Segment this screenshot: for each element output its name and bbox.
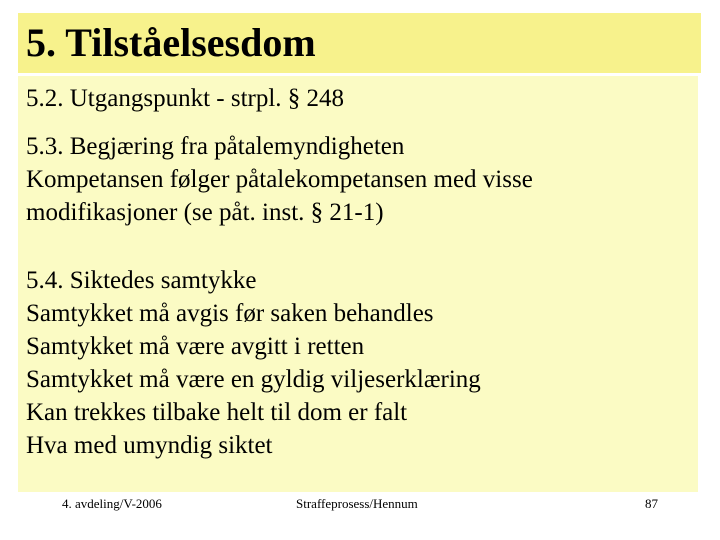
page-number: 87 [645, 496, 658, 511]
footer-center: Straffeprosess/Hennum [296, 496, 418, 511]
body-line: Hva med umyndig siktet [26, 432, 273, 459]
body-line: Kompetansen følger påtalekompetansen med visse [26, 166, 533, 193]
section-heading: 5.4. Siktedes samtykke [26, 267, 257, 294]
body-line: modifikasjoner (se påt. inst. § 21-1) [26, 199, 384, 226]
body-box [18, 76, 698, 492]
body-line: Samtykket må avgis før saken behandles [26, 300, 434, 327]
section-heading: 5.2. Utgangspunkt - strpl. § 248 [26, 85, 345, 112]
section-5-2 [26, 82, 344, 115]
footer-left: 4. avdeling/V-2006 [62, 496, 162, 511]
slide-title: 5. Tilståelsesdom [26, 20, 316, 65]
section-5-3 [26, 130, 533, 229]
title-box [18, 13, 701, 73]
body-line: Kan trekkes tilbake helt til dom er falt [26, 399, 408, 426]
section-heading: 5.3. Begjæring fra påtalemyndigheten [26, 133, 405, 160]
section-5-4 [26, 264, 481, 462]
body-line: Samtykket må være en gyldig viljeserklæring [26, 366, 481, 393]
body-line: Samtykket må være avgitt i retten [26, 333, 365, 360]
